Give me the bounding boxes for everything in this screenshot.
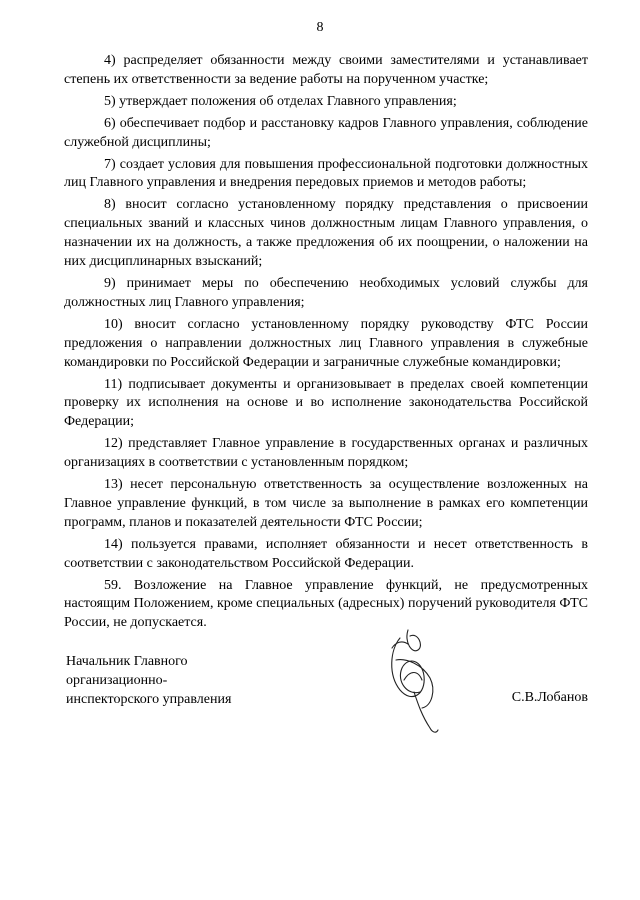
page-number: 8 xyxy=(316,20,324,35)
paragraph: 5) утверждает положения об отделах Главного управления; xyxy=(104,93,457,109)
paragraph: 4) распределяет обязанности между своими заместителями и устанавливает степень их ответственности за ведение работы на порученном участке; xyxy=(64,53,588,87)
body-text xyxy=(64,52,588,636)
paragraph: 13) несет персональную ответственность за осуществление возложенных на Главное управление функций, в том числе за выполнение в рамках его компетенции программ, планов и показателей деятельности ФТС России; xyxy=(64,477,588,530)
paragraph: 12) представляет Главное управление в государственных органах и различных организациях в соответствии с установленным порядком; xyxy=(64,436,588,471)
signature-block xyxy=(64,652,588,732)
signatory-title-line: организационно- xyxy=(66,673,168,688)
paragraph: 7) создает условия для повышения профессиональной подготовки должностных лиц Главного управления и внедрения передовых приемов и методов работы; xyxy=(64,156,588,191)
signatory-title-line: инспекторского управления xyxy=(66,692,232,707)
paragraph: 6) обеспечивает подбор и расстановку кадров Главного управления, соблюдение служебной дисциплины; xyxy=(64,115,588,150)
signatory-title xyxy=(66,652,231,709)
paragraph: 14) пользуется правами, исполняет обязанности и несет ответственность в соответствии с законодательством Российской Федерации. xyxy=(64,536,588,571)
paragraph: 59. Возложение на Главное управление функций, не предусмотренных настоящим Положением, кроме специальных (адресных) поручений руководителя ФТС России, не допускается. xyxy=(64,577,588,631)
paragraph: 11) подписывает документы и организовывает в пределах своей компетенции проверку их исполнения на основе и во исполнение законодательства Российской Федерации; xyxy=(64,376,588,430)
paragraph: 9) принимает меры по обеспечению необходимых условий службы для должностных лиц Главного управления; xyxy=(64,275,588,310)
signatory-title-line: Начальник Главного xyxy=(66,654,188,669)
paragraph: 8) вносит согласно установленному порядку представления о присвоении специальных званий и классных чинов должностным лицам Главного управления, о назначении их на должность, а также предложения об их поощрении, о наложении на них дисциплинарных взысканий; xyxy=(64,197,588,270)
handwritten-signature xyxy=(378,620,458,740)
paragraph: 10) вносит согласно установленному порядку руководству ФТС России предложения о направлении должностных лиц Главного управления в служебные командировки по Российской Федерации и заграничные служебные командировки; xyxy=(64,316,588,370)
signatory-name: С.В.Лобанов xyxy=(511,690,588,705)
